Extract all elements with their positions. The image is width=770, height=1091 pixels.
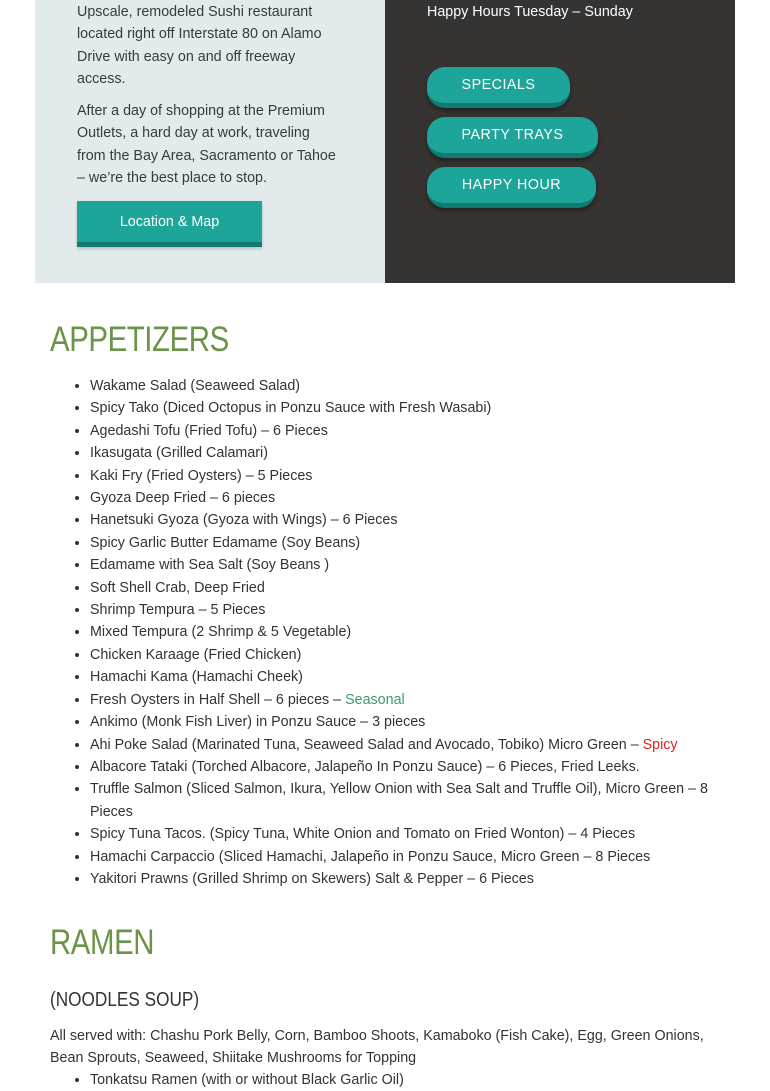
menu-item	[90, 711, 730, 733]
menu-item	[90, 734, 730, 756]
menu-item-tag: Spicy	[642, 736, 678, 753]
menu-item	[90, 577, 730, 599]
menu-item	[90, 621, 730, 643]
menu-item	[90, 487, 730, 509]
menu-item	[90, 509, 730, 531]
ramen-list	[50, 1069, 730, 1091]
menu-item-text: Truffle Salmon (Sliced Salmon, Ikura, Yellow Onion with Sea Salt and Truffle Oil), Micro Green – 8 Pieces	[90, 781, 708, 820]
hero-about-panel	[35, 0, 385, 283]
menu-item	[90, 465, 730, 487]
menu-item-text: Spicy Garlic Butter Edamame (Soy Beans)	[90, 534, 361, 551]
menu-item-text: Spicy Tuna Tacos. (Spicy Tuna, White Onion and Tomato on Fried Wonton) – 4 Pieces	[90, 826, 636, 843]
hero-section	[35, 0, 735, 283]
menu-item-text: Ahi Poke Salad (Marinated Tuna, Seaweed Salad and Avocado, Tobiko) Micro Green –	[90, 736, 643, 753]
menu-item	[90, 599, 730, 621]
menu-item-text: Kaki Fry (Fried Oysters) – 5 Pieces	[90, 467, 313, 484]
menu-item-text: Chicken Karaage (Fried Chicken)	[90, 646, 302, 663]
menu-item	[90, 397, 730, 419]
menu-item	[90, 823, 730, 845]
menu-item	[90, 756, 730, 778]
location-map-button[interactable]: Location & Map	[77, 201, 262, 247]
ramen-served-with: All served with: Chashu Pork Belly, Corn, Bamboo Shoots, Kamaboko (Fish Cake), Egg, Green Onions, Bean Sprouts, Seaweed, Shiitake Mushrooms for Topping	[50, 1028, 704, 1067]
menu-item-text: Albacore Tataki (Torched Albacore, Jalapeño In Ponzu Sauce) – 6 Pieces, Fried Leeks.	[90, 758, 640, 775]
menu-item	[90, 532, 730, 554]
intro-paragraph: After a day of shopping at the Premium Outlets, a hard day at work, traveling from the Bay Area, Sacramento or Tahoe – we’re the best place to stop.	[77, 103, 336, 187]
menu-item	[90, 846, 730, 868]
menu-item-text: Hamachi Carpaccio (Sliced Hamachi, Jalapeño in Ponzu Sauce, Micro Green – 8 Pieces	[90, 848, 651, 865]
specials-button[interactable]: SPECIALS	[427, 67, 570, 108]
menu-item-text: Tonkatsu Ramen (with or without Black Garlic Oil)	[90, 1072, 404, 1088]
appetizers-title: APPETIZERS	[50, 320, 229, 359]
happy-hour-button[interactable]: HAPPY HOUR	[427, 167, 596, 208]
menu-item	[90, 554, 730, 576]
menu-item-tag: Seasonal	[345, 691, 405, 708]
ramen-subtitle: (NOODLES SOUP)	[50, 989, 200, 1011]
menu-item-text: Gyoza Deep Fried – 6 pieces	[90, 490, 276, 507]
appetizers-list	[50, 375, 730, 890]
menu-item-text: Ikasugata (Grilled Calamari)	[90, 445, 268, 462]
menu-item-text: Fresh Oysters in Half Shell – 6 pieces –	[90, 691, 346, 708]
menu-item-text: Hamachi Kama (Hamachi Cheek)	[90, 669, 303, 686]
menu-item-text: Wakame Salad (Seaweed Salad)	[90, 378, 301, 394]
ramen-title: RAMEN	[50, 923, 155, 962]
intro-paragraph: Upscale, remodeled Sushi restaurant located right off Interstate 80 on Alamo Drive with easy on and off freeway access.	[77, 4, 322, 88]
hero-hours-panel	[385, 0, 735, 283]
menu-item	[90, 375, 730, 397]
menu-item-text: Yakitori Prawns (Grilled Shrimp on Skewers) Salt & Pepper – 6 Pieces	[90, 870, 534, 887]
menu-item	[90, 689, 730, 711]
menu-item	[90, 644, 730, 666]
menu-item	[90, 420, 730, 442]
menu-item-text: Ankimo (Monk Fish Liver) in Ponzu Sauce – 3 pieces	[90, 714, 426, 731]
menu-item-text: Spicy Tako (Diced Octopus in Ponzu Sauce with Fresh Wasabi)	[90, 400, 492, 417]
menu-item-text: Mixed Tempura (2 Shrimp & 5 Vegetable)	[90, 624, 352, 641]
menu-item	[90, 442, 730, 464]
menu-item	[90, 778, 730, 823]
menu-item-text: Agedashi Tofu (Fried Tofu) – 6 Pieces	[90, 422, 328, 439]
menu-item-text: Hanetsuki Gyoza (Gyoza with Wings) – 6 Pieces	[90, 512, 398, 529]
menu-item-text: Shrimp Tempura – 5 Pieces	[90, 602, 266, 619]
menu-item-text: Soft Shell Crab, Deep Fried	[90, 579, 265, 596]
party-trays-button[interactable]: PARTY TRAYS	[427, 117, 598, 158]
menu-item	[90, 1069, 730, 1091]
happy-hours-text: Happy Hours Tuesday – Sunday	[427, 4, 633, 20]
menu-item	[90, 666, 730, 688]
menu-item	[90, 868, 730, 890]
menu-item-text: Edamame with Sea Salt (Soy Beans )	[90, 557, 330, 574]
